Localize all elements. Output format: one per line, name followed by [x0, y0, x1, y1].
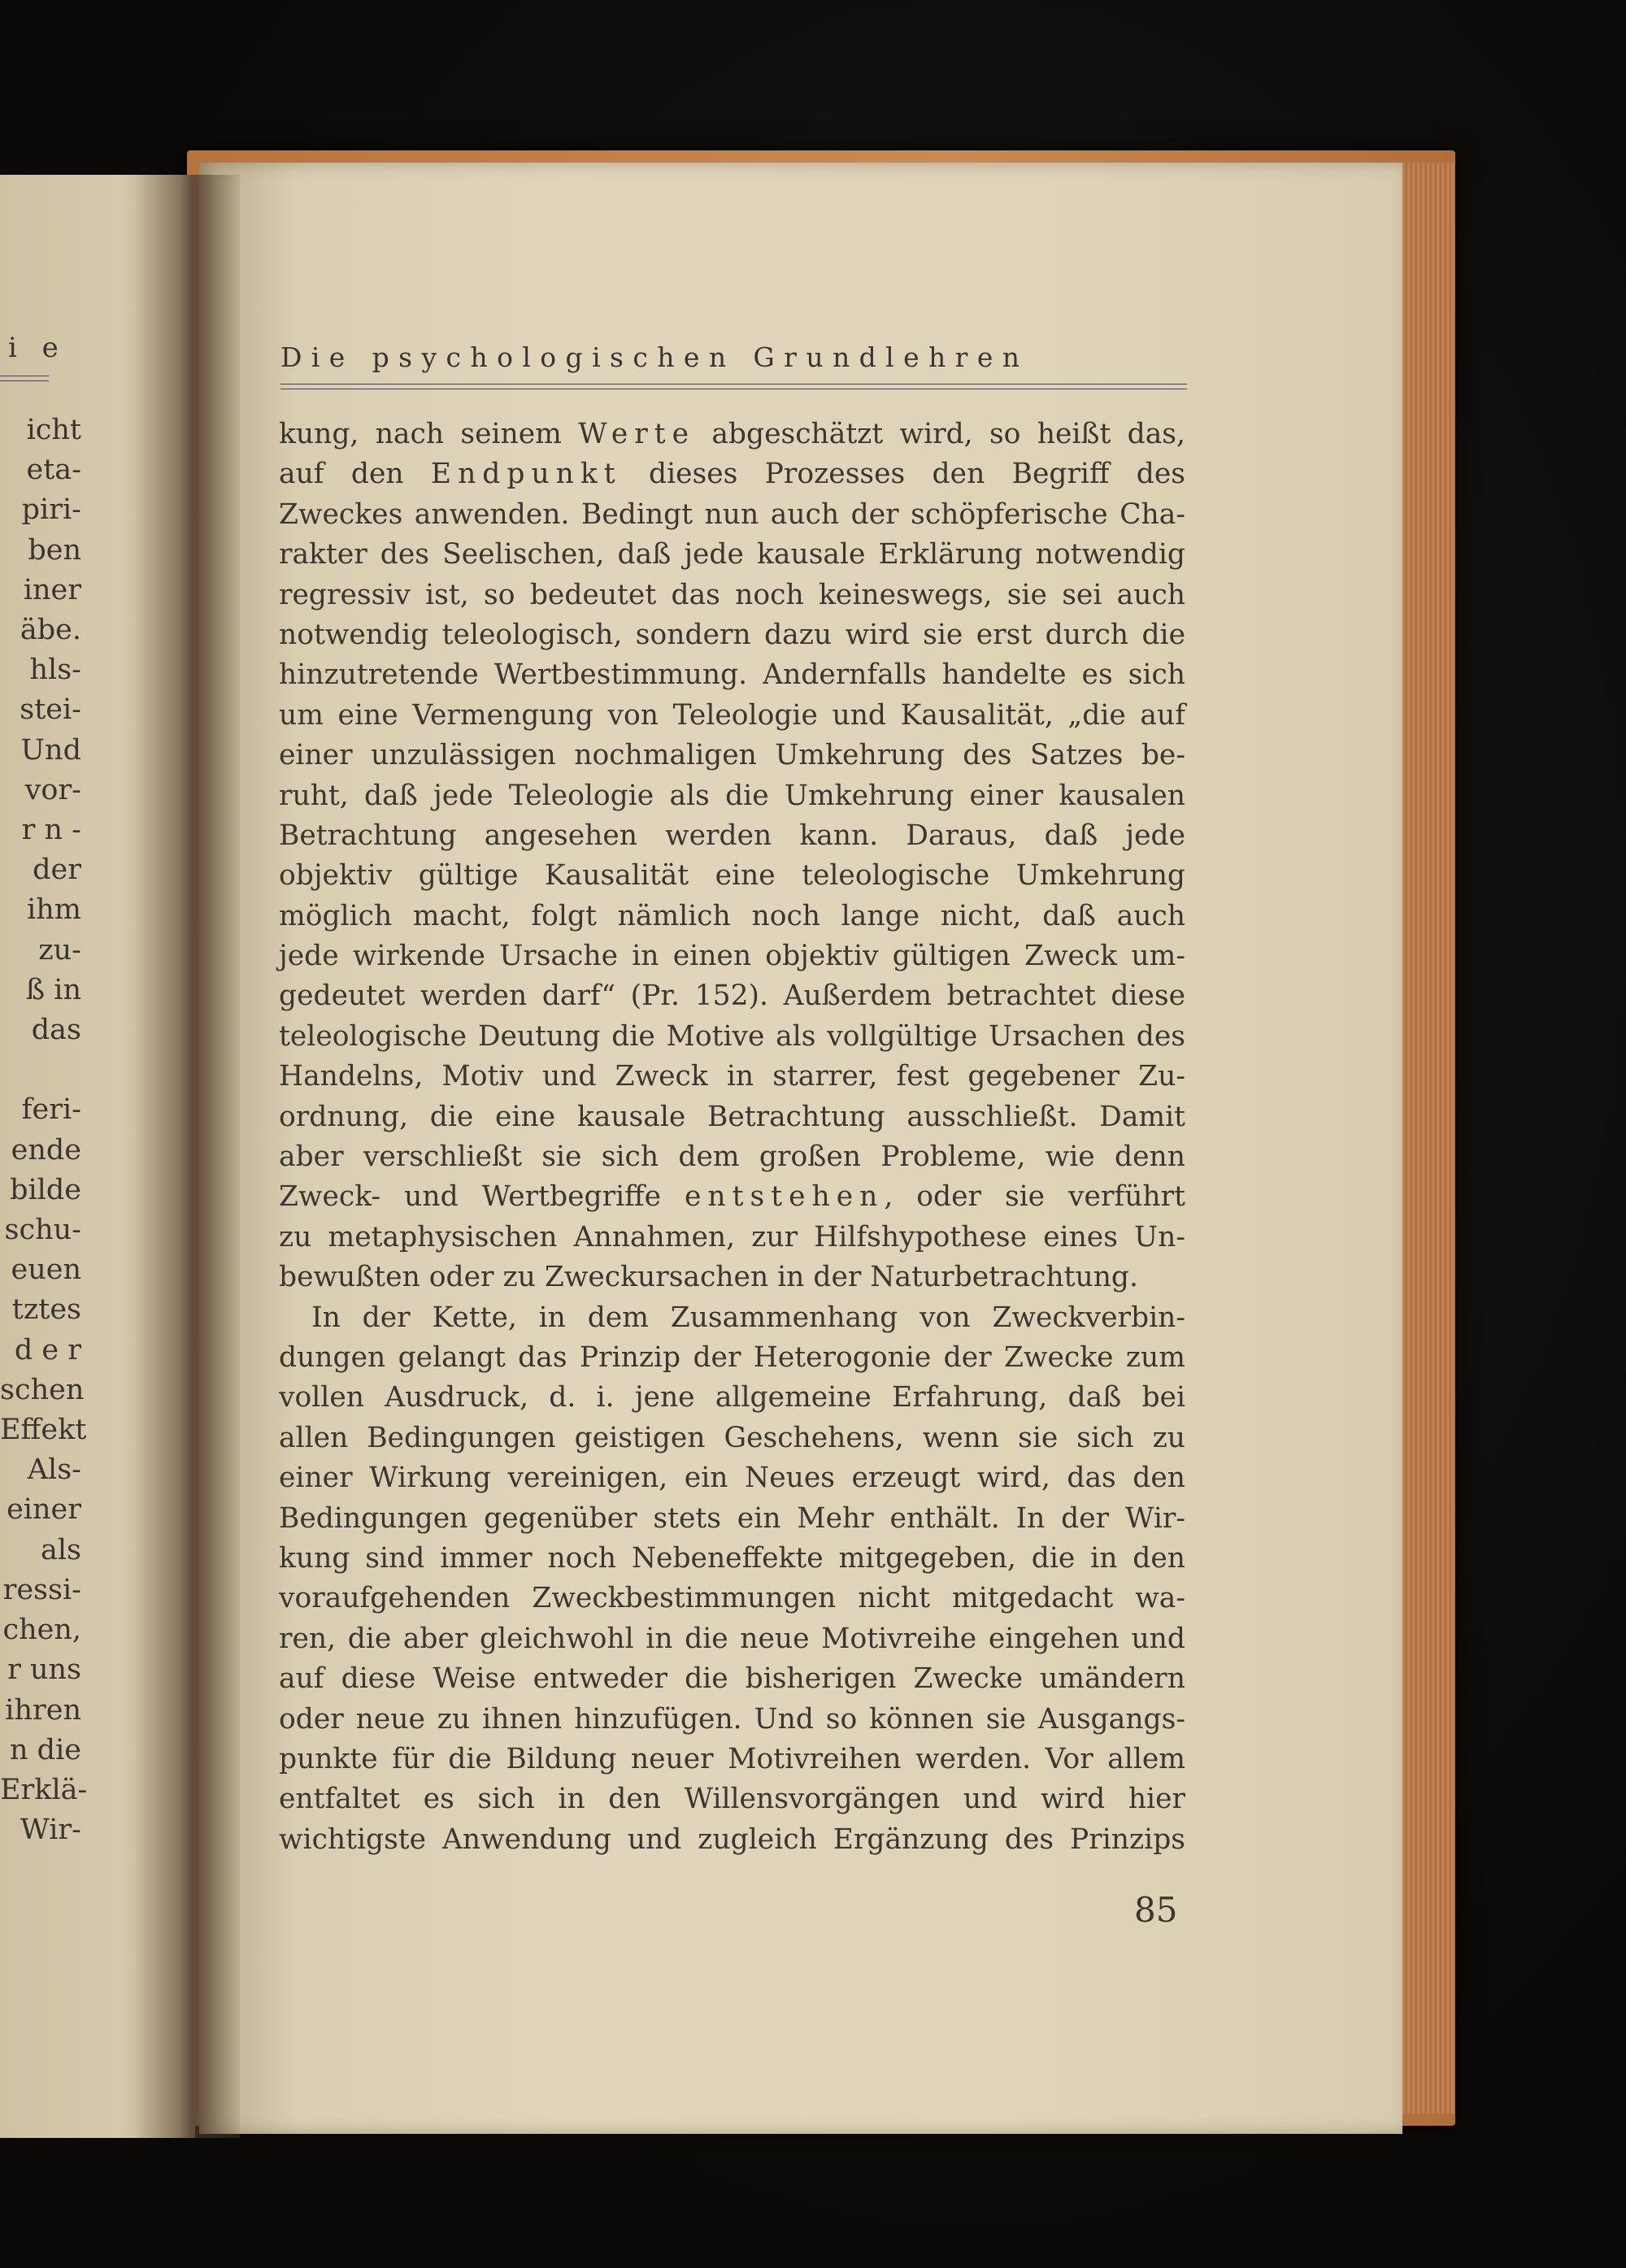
text-line [279, 816, 1185, 856]
text-run: ren, die aber gleichwohl in die neue Motivreihe eingehen und [279, 1622, 1185, 1655]
left-line-fragment: feri- [21, 1093, 81, 1127]
left-line-fragment: chen, [2, 1614, 81, 1647]
text-line [279, 1298, 1185, 1338]
text-line [279, 1338, 1185, 1378]
text-line [279, 856, 1185, 896]
left-line-fragment: ß in [25, 973, 81, 1006]
text-line [279, 1740, 1185, 1779]
left-line-fragment: euen [11, 1253, 81, 1287]
left-line-fragment: n die [10, 1733, 81, 1766]
left-line-fragment: d e r [14, 1333, 81, 1366]
text-run: auf diese Weise entweder die bisherigen Zwecke umändern [279, 1662, 1185, 1696]
left-line-fragment: Erklä- [0, 1773, 88, 1806]
text-line [279, 535, 1185, 575]
text-line [279, 1097, 1185, 1137]
text-run: Zweckes anwenden. Bedingt nun auch der schöpferische Cha- [279, 497, 1185, 531]
text-line [279, 1820, 1185, 1860]
left-line-fragment: ben [28, 533, 81, 567]
text-line [279, 1619, 1185, 1659]
text-line [279, 897, 1185, 936]
emphasized-text: Werte [578, 418, 696, 450]
text-run: objektiv gültige Kausalität eine teleologische Umkehrung [279, 859, 1185, 893]
text-run: ruht, daß jede Teleologie als die Umkehrung einer kausalen [279, 779, 1185, 812]
text-line [279, 1419, 1185, 1458]
text-line [279, 1258, 1185, 1297]
left-line-fragment: Und [20, 733, 81, 767]
left-line-fragment: piri- [21, 493, 81, 527]
left-line-fragment: ressi- [2, 1573, 81, 1606]
text-run: wichtigste Anwendung und zugleich Ergänzung des Prinzips [279, 1823, 1185, 1856]
text-run: gedeutet werden darf“ (Pr. 152). Außerdem betrachtet diese [279, 980, 1185, 1013]
text-line [279, 1700, 1185, 1740]
text-run: oder neue zu ihnen hinzufügen. Und so können sie Ausgangs- [279, 1702, 1185, 1736]
text-line [279, 696, 1185, 736]
text-run: rakter des Seelischen, daß jede kausale Erklärung notwendig [279, 538, 1185, 571]
left-page-text-fragments [0, 411, 88, 1850]
text-run: möglich macht, folgt nämlich noch lange nicht, daß auch [279, 899, 1185, 932]
body-text [279, 415, 1185, 1860]
text-line [279, 1177, 1185, 1217]
text-line [279, 976, 1185, 1016]
text-line [279, 1779, 1185, 1819]
left-line-fragment: Effekt [0, 1414, 87, 1447]
text-run: kung sind immer noch Nebeneffekte mitgegeben, die in den [279, 1541, 1185, 1575]
text-line [279, 1218, 1185, 1258]
text-run: voraufgehenden Zweckbestimmungen nicht mitgedacht wa- [279, 1582, 1185, 1615]
page-number: 85 [1134, 1890, 1178, 1930]
text-run: entfaltet es sich in den Willensvorgängen und wird hier [279, 1783, 1185, 1816]
text-run: hinzutretende Wertbestimmung. Andernfalls handelte es sich [279, 658, 1185, 692]
text-run: einer Wirkung vereinigen, ein Neues erzeugt wird, das den [279, 1462, 1185, 1495]
left-head-rule [0, 376, 49, 381]
text-run: aber verschließt sie sich dem großen Probleme, wie denn [279, 1141, 1185, 1174]
running-head-rule [280, 384, 1187, 389]
left-line-fragment: r uns [7, 1653, 81, 1687]
left-line-fragment: das [31, 1014, 81, 1047]
text-run: dieses Prozesses den Begriff des [621, 458, 1185, 491]
text-line [279, 1499, 1185, 1539]
text-line [279, 415, 1185, 454]
emphasized-text: Endpunkt [430, 458, 622, 491]
emphasized-text: entstehen [685, 1180, 885, 1214]
left-line-fragment: als [40, 1533, 81, 1566]
left-line-fragment: zu- [38, 933, 81, 967]
text-line [279, 1137, 1185, 1177]
text-line [279, 736, 1185, 776]
text-run: punkte für die Bildung neuer Motivreihen werden. Vor allem [279, 1742, 1185, 1775]
text-line [279, 1659, 1185, 1699]
text-line [279, 655, 1185, 695]
left-line-fragment: hls- [29, 654, 81, 687]
text-run: allen Bedingungen geistigen Geschehens, wenn sie sich zu [279, 1421, 1185, 1454]
text-run: Zweck- und Wertbegriffe [279, 1180, 685, 1214]
text-line [279, 1057, 1185, 1097]
text-run: dungen gelangt das Prinzip der Heterogonie der Zwecke zum [279, 1340, 1185, 1374]
left-line-fragment: Als- [27, 1453, 81, 1487]
left-running-head-fragment: i e [8, 332, 67, 364]
left-line-fragment: der [33, 854, 81, 887]
text-run: ordnung, die eine kausale Betrachtung ausschließt. Damit [279, 1100, 1185, 1133]
text-line [279, 1017, 1185, 1057]
text-line [279, 936, 1185, 976]
left-line-fragment: schu- [4, 1214, 81, 1247]
text-run: jede wirkende Ursache in einen objektiv gültigen Zweck um- [279, 940, 1185, 973]
left-line-fragment: ihren [5, 1693, 81, 1727]
left-line-fragment: schen [0, 1373, 85, 1406]
text-run: kung, nach seinem [279, 418, 579, 450]
left-line-fragment: einer [7, 1493, 81, 1527]
left-line-fragment: tztes [11, 1293, 81, 1327]
left-line-fragment: r n - [21, 814, 81, 847]
text-line [279, 454, 1185, 494]
left-line-fragment [0, 1050, 81, 1090]
text-run: , oder sie verführt [884, 1180, 1185, 1214]
text-run: regressiv ist, so bedeutet das noch keineswegs, sie sei auch [279, 578, 1185, 611]
text-run: teleologische Deutung die Motive als vollgültige Ursachen des [279, 1019, 1185, 1053]
running-head: Die psychologischen Grundlehren [280, 341, 1029, 373]
text-line [279, 615, 1185, 655]
text-line [279, 495, 1185, 535]
left-line-fragment: icht [26, 414, 81, 446]
text-run: Betrachtung angesehen werden kann. Daraus, daß jede [279, 819, 1185, 852]
text-run: notwendig teleologisch, sondern dazu wird sie erst durch die [279, 618, 1185, 651]
text-run: bewußten oder zu Zweckursachen in der Naturbetrachtung. [279, 1261, 1138, 1294]
left-line-fragment: äbe. [20, 614, 81, 647]
text-line [279, 1579, 1185, 1618]
text-run: einer unzulässigen nochmaligen Umkehrung des Satzes be- [279, 739, 1185, 772]
text-run: abgeschätzt wird, so heißt das, [695, 418, 1185, 450]
left-line-fragment: vor- [24, 773, 81, 806]
text-line [279, 1458, 1185, 1498]
left-line-fragment: iner [23, 573, 81, 606]
text-run: In der Kette, in dem Zusammenhang von Zweckverbin- [311, 1301, 1185, 1334]
left-line-fragment: bilde [10, 1173, 81, 1206]
text-run: Bedingungen gegenüber stets ein Mehr enthält. In der Wir- [279, 1501, 1185, 1535]
text-run: auf den [279, 458, 431, 491]
left-line-fragment: stei- [20, 693, 81, 727]
text-line [279, 776, 1185, 816]
text-run: vollen Ausdruck, d. i. jene allgemeine Erfahrung, daß bei [279, 1381, 1185, 1414]
left-line-fragment: ihm [27, 893, 81, 927]
text-line [279, 1539, 1185, 1579]
text-run: um eine Vermengung von Teleologie und Kausalität, „die auf [279, 698, 1185, 732]
left-line-fragment: Wir- [20, 1814, 81, 1847]
text-line [279, 576, 1185, 615]
text-run: zu metaphysischen Annahmen, zur Hilfshypothese eines Un- [279, 1220, 1185, 1253]
text-run: Handelns, Motiv und Zweck in starrer, fest gegebener Zu- [279, 1060, 1185, 1093]
left-line-fragment: ende [11, 1133, 81, 1167]
gutter-shadow [134, 175, 240, 2138]
left-line-fragment: eta- [26, 454, 81, 487]
text-line [279, 1378, 1185, 1418]
